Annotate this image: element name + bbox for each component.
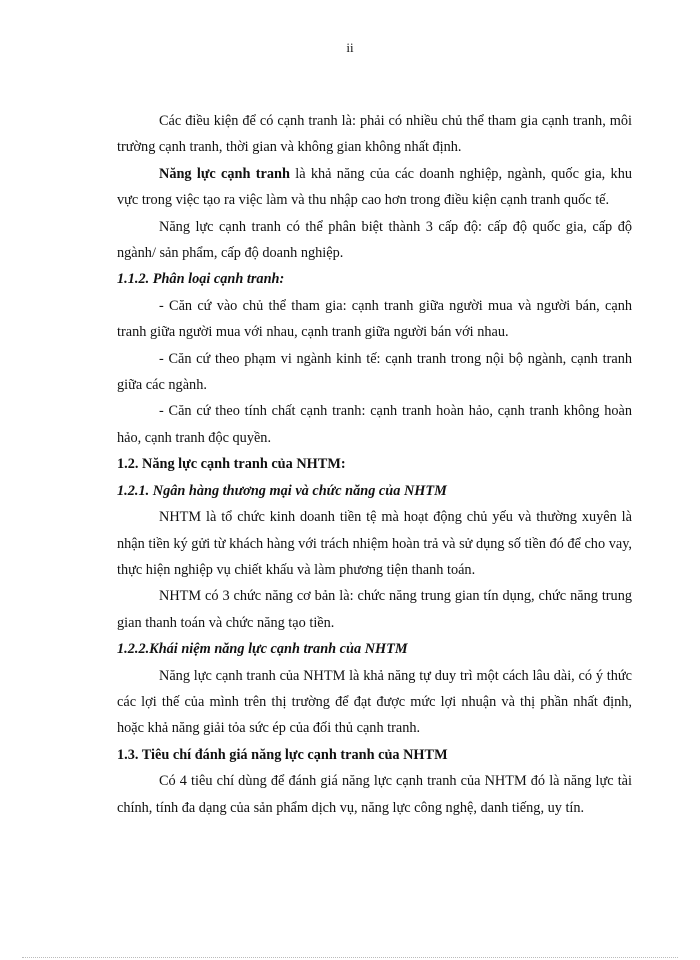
paragraph-nhtm-competitiveness: Năng lực cạnh tranh của NHTM là khả năng tự duy trì một cách lâu dài, có ý thức các lợi thế của mình trên thị trường để đạt được mức lợi nhuận và thị phần nhất định, hoặc khả năng giải tỏa sức ép của đối thủ cạnh tranh.: [117, 667, 632, 737]
paragraph-by-scope: - Căn cứ theo phạm vi ngành kinh tế: cạnh tranh trong nội bộ ngành, cạnh tranh giữa các ngành.: [117, 350, 632, 394]
paragraph-nhtm-functions: NHTM có 3 chức năng cơ bản là: chức năng trung gian tín dụng, chức năng trung gian thanh toán và chức năng tạo tiền.: [117, 588, 632, 631]
paragraph-levels: Năng lực cạnh tranh có thể phân biệt thành 3 cấp độ: cấp độ quốc gia, cấp độ ngành/ sản phẩm, cấp độ doanh nghiệp.: [117, 218, 632, 262]
page-bottom-rule: [22, 957, 678, 958]
paragraph-conditions: Các điều kiện để có cạnh tranh là: phải có nhiều chủ thể tham gia cạnh tranh, môi trường cạnh tranh, thời gian và không gian không nhất định.: [117, 113, 632, 156]
paragraph-by-participants: - Căn cứ vào chủ thể tham gia: cạnh tranh giữa người mua và người bán, cạnh tranh giữa người mua với nhau, cạnh tranh giữa người bán với nhau.: [117, 297, 632, 341]
heading-1-3: 1.3. Tiêu chí đánh giá năng lực cạnh tranh của NHTM: [117, 746, 448, 763]
heading-1-2-2: 1.2.2.Khái niệm năng lực cạnh tranh của NHTM: [117, 641, 408, 658]
paragraph-competitiveness-definition: [117, 161, 632, 214]
heading-1-2: 1.2. Năng lực cạnh tranh của NHTM:: [117, 456, 346, 473]
paragraph-nhtm-definition: NHTM là tổ chức kinh doanh tiền tệ mà hoạt động chủ yếu và thường xuyên là nhận tiền ký gửi từ khách hàng với trách nhiệm hoàn trả và sử dụng số tiền đó để cho vay, thực hiện nghiệp vụ chiết khấu và làm phương tiện thanh toán.: [117, 509, 632, 578]
heading-1-1-2: 1.1.2. Phân loại cạnh tranh:: [117, 271, 285, 288]
heading-1-2-1: 1.2.1. Ngân hàng thương mại và chức năng của NHTM: [117, 482, 447, 499]
document-body: [117, 108, 632, 821]
paragraph-criteria: Có 4 tiêu chí dùng để đánh giá năng lực cạnh tranh của NHTM đó là năng lực tài chính, tính đa dạng của sản phẩm dịch vụ, năng lực công nghệ, danh tiếng, uy tín.: [117, 773, 632, 816]
paragraph-by-nature: - Căn cứ theo tính chất cạnh tranh: cạnh tranh hoàn hảo, cạnh tranh không hoàn hảo, cạnh tranh độc quyền.: [117, 403, 632, 446]
page-number: ii: [346, 40, 354, 55]
definition-text: là khả năng của các doanh nghiệp, ngành, quốc gia, khu vực trong việc tạo ra việc làm và thu nhập cao hơn trong điều kiện cạnh tranh quốc tế.: [117, 165, 633, 209]
term-competitiveness: Năng lực cạnh tranh: [159, 165, 290, 182]
